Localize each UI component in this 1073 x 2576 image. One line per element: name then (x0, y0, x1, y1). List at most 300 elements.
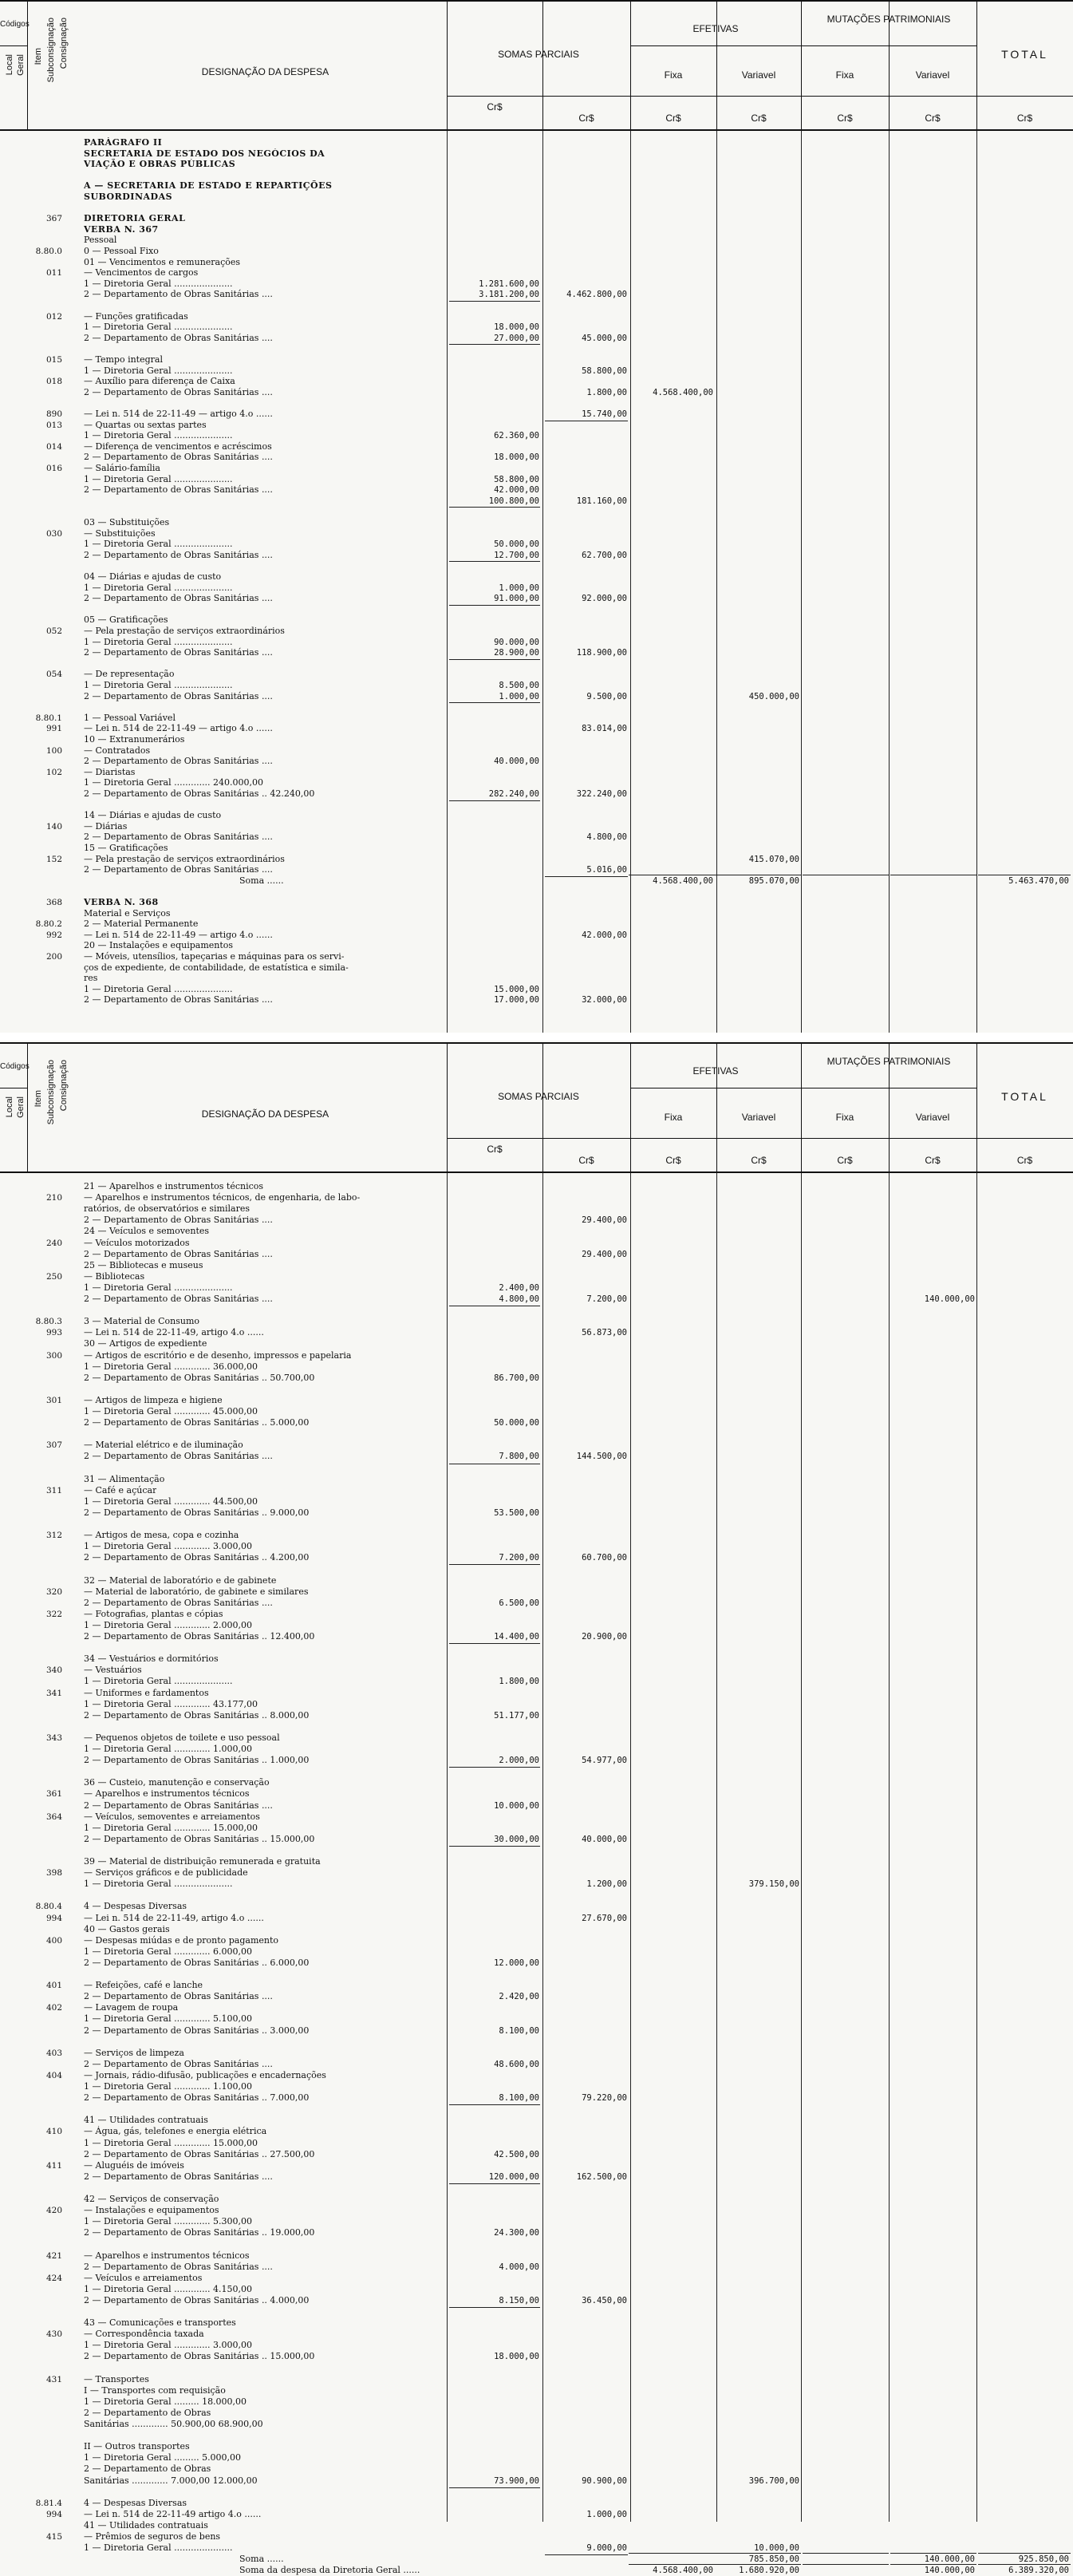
table-row (0, 2441, 1073, 2452)
table-row (0, 2160, 1073, 2171)
row-description: 15 — Gratificações (84, 843, 168, 853)
row-code: 8.80.3 (35, 1317, 62, 1327)
sum-rule (803, 2553, 889, 2554)
table-row (0, 1845, 1073, 1856)
row-description: 2 — Departamento de Obras Sanitárias .... (84, 1597, 273, 1608)
row-description: 04 — Diárias e ajudas de custo (84, 571, 222, 582)
amount-f2: 1.680.920,00 (739, 2566, 799, 2576)
row-code: 992 (45, 930, 62, 940)
row-code: 398 (45, 1868, 62, 1879)
row-code: 102 (45, 767, 62, 777)
crs-unit: Cr$ (1016, 113, 1033, 124)
row-description: Sanitárias ............. 50.900,00 68.900,00 (84, 2419, 263, 2429)
row-description: — Lei n. 514 de 22-11-49 — artigo 4.o ...... (84, 409, 273, 419)
row-description: 2 — Departamento de Obras Sanitárias .. 19.000,00 (84, 2227, 315, 2238)
row-description: — Serviços gráficos e de publicidade (84, 1867, 248, 1879)
row-description: 2 — Departamento de Obras Sanitárias .. 6.000,00 (84, 1957, 310, 1968)
row-description: 1 — Diretoria Geral ..................... (84, 1282, 233, 1293)
amount-p1: 1.000,00 (499, 691, 539, 701)
row-description: Soma ...... (239, 2554, 284, 2565)
table-row (0, 1665, 1073, 1676)
table-row (0, 1755, 1073, 1766)
table-body (0, 1173, 1073, 2576)
row-description: 31 — Alimentação (84, 1473, 165, 1484)
row-description: 2 — Departamento de Obras Sanitárias .... (84, 832, 273, 843)
row-code: 994 (45, 2509, 62, 2519)
table-row (0, 821, 1073, 832)
table-row (0, 1440, 1073, 1451)
row-description: — Aparelhos e instrumentos técnicos (84, 2250, 250, 2261)
row-description: 2 — Departamento de Obras Sanitárias .. 4.200,00 (84, 1552, 310, 1563)
amount-p2: 42.000,00 (582, 930, 627, 940)
amount-p1: 17.000,00 (494, 995, 539, 1006)
row-description: II — Outros transportes (84, 2441, 190, 2452)
crs-unit: Cr$ (925, 1155, 941, 1166)
table-row (0, 1305, 1073, 1316)
amount-f2: 10.000,00 (754, 2543, 799, 2554)
amount-m2: 140.000,00 (924, 2566, 975, 2576)
table-row (0, 2262, 1073, 2273)
row-description: 1 — Diretoria Geral ..................... (84, 2542, 233, 2554)
table-row (0, 723, 1073, 734)
row-description: 1 — Diretoria Geral ..................... (84, 278, 233, 289)
table-row (0, 2419, 1073, 2430)
table-row (0, 1485, 1073, 1496)
row-description: — Fotografias, plantas e cópias (84, 1608, 223, 1619)
table-row (0, 2340, 1073, 2351)
row-code: 013 (45, 420, 62, 430)
amount-tt: 925.850,00 (1018, 2554, 1069, 2565)
row-description: 1 — Diretoria Geral ............. 240.000,00 (84, 777, 264, 788)
row-description: 0 — Pessoal Fixo (84, 246, 159, 256)
table-row (0, 560, 1073, 571)
row-description: — Refeições, café e lanche (84, 1980, 203, 1991)
table-row (0, 463, 1073, 474)
row-description: 24 — Veículos e semoventes (84, 1226, 210, 1237)
amount-p1: 4.800,00 (499, 1294, 539, 1304)
row-code: 401 (45, 1981, 62, 1991)
sum-row (0, 2565, 1073, 2576)
row-description: VERBA N. 368 (84, 897, 159, 907)
table-row (0, 257, 1073, 268)
table-row (0, 854, 1073, 865)
row-description: Soma ...... (239, 875, 284, 886)
amount-p2: 1.200,00 (586, 1879, 627, 1890)
table-row (0, 2396, 1073, 2408)
row-description: 2 — Departamento de Obras Sanitárias .. 1.000,00 (84, 1755, 310, 1766)
row-description: — De representação (84, 669, 175, 680)
table-row (0, 2104, 1073, 2115)
amount-f2: 396.700,00 (748, 2475, 799, 2486)
table-row (0, 908, 1073, 919)
row-description: 2 — Departamento de Obras Sanitárias .... (84, 386, 273, 397)
row-description: 2 — Departamento de Obras Sanitárias .. 8.000,00 (84, 1709, 310, 1721)
amount-p2: 29.400,00 (582, 1215, 627, 1226)
crs-unit: Cr$ (925, 113, 941, 124)
budget-sheet-2 (0, 1042, 1073, 2576)
sum-rule (629, 2564, 715, 2565)
row-description: 2 — Departamento de Obras Sanitárias .... (84, 994, 273, 1006)
table-row (0, 1958, 1073, 1969)
row-code: 341 (45, 1688, 62, 1698)
table-row (0, 1823, 1073, 1834)
amount-p2: 9.500,00 (586, 691, 627, 701)
amount-p2: 29.400,00 (582, 1249, 627, 1259)
row-code: 421 (45, 2250, 62, 2261)
amount-p2: 1.800,00 (586, 387, 627, 397)
row-description: 1 — Diretoria Geral ..................... (84, 322, 233, 333)
amount-p1: 2.000,00 (499, 1756, 539, 1766)
row-description: 05 — Gratificações (84, 614, 168, 626)
table-row (0, 2002, 1073, 2013)
row-code: 340 (45, 1665, 62, 1676)
table-row (0, 235, 1073, 246)
amount-p1: 40.000,00 (494, 757, 539, 767)
table-row (0, 962, 1073, 974)
table-row (0, 1428, 1073, 1440)
table-row (0, 593, 1073, 604)
table-row (0, 1238, 1073, 1249)
table-row (0, 474, 1073, 485)
crs-unit: Cr$ (578, 1155, 594, 1166)
local-label: Local (5, 54, 14, 76)
table-row (0, 2520, 1073, 2531)
row-code: 8.81.4 (35, 2498, 62, 2508)
table-row (0, 1192, 1073, 1203)
table-row (0, 1788, 1073, 1800)
row-description: 1 — Diretoria Geral ..................... (84, 983, 233, 994)
amount-p1: 27.000,00 (494, 333, 539, 343)
row-description: 1 — Diretoria Geral ............. 15.000,00 (84, 1822, 258, 1833)
row-description: — Lavagem de roupa (84, 2002, 179, 2013)
amount-p2: 144.500,00 (576, 1452, 627, 1462)
row-description: — Prêmios de seguros de bens (84, 2531, 221, 2542)
amount-p1: 18.000,00 (494, 452, 539, 463)
row-description: 01 — Vencimentos e remunerações (84, 256, 241, 267)
row-description: 1 — Diretoria Geral ............. 36.000,00 (84, 1361, 258, 1372)
row-code: 420 (45, 2206, 62, 2216)
row-code: 8.80.2 (35, 919, 62, 930)
row-description: 39 — Material de distribuição remunerada e gratuita (84, 1856, 321, 1867)
row-description: A — SECRETARIA DE ESTADO E REPARTIÇÕES (84, 180, 333, 192)
crs-unit: Cr$ (487, 1144, 503, 1155)
row-code: 367 (45, 214, 62, 224)
table-row (0, 2329, 1073, 2340)
amount-p1: 12.000,00 (494, 1958, 539, 1968)
row-description: 1 — Diretoria Geral ............. 5.100,00 (84, 2013, 253, 2025)
row-code: 320 (45, 1586, 62, 1597)
row-description: 14 — Diárias e ajudas de custo (84, 810, 222, 821)
somas-parciais-header: SOMAS PARCIAIS (498, 49, 579, 60)
table-row (0, 1710, 1073, 1721)
table-header (0, 2, 1073, 131)
table-row (0, 1653, 1073, 1665)
row-description: 1 — Diretoria Geral ............. 6.000,00 (84, 1946, 253, 1957)
table-row (0, 940, 1073, 951)
row-description: — Salário-família (84, 463, 160, 473)
row-description: ratórios, de observatórios e similares (84, 1203, 250, 1215)
table-row (0, 1361, 1073, 1373)
table-row (0, 354, 1073, 365)
amount-p1: 42.000,00 (494, 485, 539, 496)
table-row (0, 2542, 1073, 2554)
amount-p1: 15.000,00 (494, 984, 539, 994)
amount-tt: 5.463.470,00 (1008, 875, 1069, 886)
amount-p1: 120.000,00 (488, 2171, 539, 2182)
table-row (0, 1530, 1073, 1541)
amount-p1: 14.400,00 (494, 1632, 539, 1642)
row-description: — Funções gratificadas (84, 310, 188, 322)
table-row (0, 1969, 1073, 1980)
row-description: 32 — Material de laboratório e de gabinete (84, 1574, 277, 1586)
row-description: Sanitárias ............. 7.000,00 12.000,00 (84, 2475, 258, 2486)
sum-rule (803, 2564, 889, 2565)
table-row (0, 528, 1073, 539)
amount-p2: 181.160,00 (576, 496, 627, 506)
row-description: 2 — Departamento de Obras Sanitárias .. 27.500,00 (84, 2148, 315, 2159)
table-row (0, 1766, 1073, 1777)
row-description: 2 — Departamento de Obras Sanitárias .... (84, 1991, 273, 2002)
table-row (0, 2487, 1073, 2498)
crs-unit: Cr$ (751, 113, 767, 124)
table-row (0, 2037, 1073, 2048)
table-row (0, 1496, 1073, 1507)
geral-label: Geral (16, 54, 26, 76)
row-description: 2 — Departamento de Obras Sanitárias .... (84, 2058, 273, 2069)
table-row (0, 203, 1073, 214)
row-code: 343 (45, 1732, 62, 1743)
amount-p2: 20.900,00 (582, 1632, 627, 1642)
crs-unit: Cr$ (837, 1155, 853, 1166)
table-row (0, 246, 1073, 257)
table-row (0, 2115, 1073, 2126)
amount-p1: 1.281.600,00 (479, 279, 539, 289)
table-row (0, 279, 1073, 290)
table-row (0, 397, 1073, 409)
table-row (0, 2430, 1073, 2441)
amount-p2: 7.200,00 (586, 1294, 627, 1304)
table-row (0, 1631, 1073, 1642)
crs-unit: Cr$ (751, 1155, 767, 1166)
row-description: VIAÇÃO E OBRAS PÚBLICAS (84, 159, 236, 170)
table-row (0, 1732, 1073, 1744)
row-description: ços de expediente, de contabilidade, de estatística e simila- (84, 962, 349, 973)
table-row (0, 1642, 1073, 1653)
table-row (0, 1203, 1073, 1215)
row-description: — Pequenos objetos de toilete e uso pessoal (84, 1732, 280, 1743)
amount-p1: 58.800,00 (494, 474, 539, 484)
row-code: 8.80.0 (35, 247, 62, 256)
amount-p2: 36.450,00 (582, 2295, 627, 2305)
table-row (0, 550, 1073, 561)
row-description: 2 — Departamento de Obras Sanitárias .... (84, 756, 273, 767)
amount-p2: 83.014,00 (582, 724, 627, 734)
crs-unit: Cr$ (578, 113, 594, 124)
row-code: 402 (45, 2003, 62, 2013)
amount-p1: 50.000,00 (494, 539, 539, 550)
row-description: 1 — Diretoria Geral ............. 4.150,00 (84, 2283, 253, 2294)
row-code: 140 (45, 821, 62, 832)
amount-p1: 7.200,00 (499, 1553, 539, 1563)
amount-p1: 100.800,00 (488, 496, 539, 506)
table-row (0, 1935, 1073, 1946)
table-row (0, 800, 1073, 811)
table-row (0, 713, 1073, 724)
amount-m2: 140.000,00 (924, 2554, 975, 2565)
amount-p2: 5.016,00 (586, 865, 627, 875)
row-code: 415 (45, 2532, 62, 2542)
mutacoes-header: MUTAÇÕES PATRIMONIAIS (826, 14, 951, 25)
row-description: 1 — Diretoria Geral ............. 2.000,00 (84, 1619, 253, 1630)
amount-p1: 2.420,00 (499, 1992, 539, 2002)
table-row (0, 2408, 1073, 2419)
row-description: 1 — Diretoria Geral ......... 5.000,00 (84, 2452, 242, 2463)
amount-p1: 24.300,00 (494, 2228, 539, 2238)
row-description: 41 — Utilidades contratuais (84, 2115, 208, 2126)
table-row (0, 1620, 1073, 1631)
table-row (0, 2317, 1073, 2329)
row-description: 1 — Diretoria Geral ............. 3.000,00 (84, 1541, 253, 1552)
table-row (0, 1744, 1073, 1755)
amount-f2: 379.150,00 (748, 1879, 799, 1890)
table-row (0, 1563, 1073, 1574)
amount-p2: 15.740,00 (582, 409, 627, 419)
row-description: — Bibliotecas (84, 1270, 145, 1282)
row-description: — Vestuários (84, 1665, 142, 1676)
row-description: 2 — Departamento de Obras Sanitárias .. 50.700,00 (84, 1372, 315, 1383)
row-description: — Aparelhos e instrumentos técnicos (84, 1788, 250, 1800)
table-row (0, 614, 1073, 626)
sum-row (0, 875, 1073, 887)
row-code: 364 (45, 1811, 62, 1822)
row-description: Pessoal (84, 235, 117, 246)
sum-rule (715, 2564, 801, 2565)
table-row (0, 1699, 1073, 1710)
row-description: 2 — Departamento de Obras Sanitárias .... (84, 1215, 273, 1226)
row-description: — Contratados (84, 745, 151, 756)
table-row (0, 1327, 1073, 1338)
row-description: 2 — Departamento de Obras Sanitárias .... (84, 690, 273, 701)
row-code: 404 (45, 2070, 62, 2080)
table-row (0, 919, 1073, 930)
table-row (0, 1688, 1073, 1699)
fixa-header: Fixa (664, 1112, 683, 1123)
row-description: 2 — Departamento de Obras Sanitárias .... (84, 1800, 273, 1811)
table-row (0, 2183, 1073, 2194)
table-row (0, 365, 1073, 377)
table-row (0, 1586, 1073, 1598)
row-description: — Lei n. 514 de 22-11-49 — artigo 4.o ...... (84, 723, 273, 734)
amount-p1: 62.360,00 (494, 431, 539, 441)
row-description: 2 — Departamento de Obras Sanitárias .... (84, 593, 273, 604)
subconsignacao-label: Subconsignação (46, 18, 56, 83)
mutacoes-header: MUTAÇÕES PATRIMONIAIS (826, 1056, 951, 1067)
table-row (0, 506, 1073, 517)
table-row (0, 647, 1073, 658)
table-row (0, 984, 1073, 995)
amount-m2: 140.000,00 (924, 1294, 975, 1304)
table-row (0, 1901, 1073, 1912)
amount-p2: 54.977,00 (582, 1756, 627, 1766)
row-code: 054 (45, 670, 62, 680)
amount-p2: 162.500,00 (576, 2171, 627, 2182)
row-code: 016 (45, 464, 62, 473)
table-row (0, 1406, 1073, 1417)
sum-rule (890, 2553, 976, 2554)
row-description: 2 — Departamento de Obras Sanitárias .... (84, 1451, 273, 1462)
amount-p2: 92.000,00 (582, 594, 627, 604)
amount-p1: 42.500,00 (494, 2149, 539, 2159)
amount-f2: 895.070,00 (748, 875, 799, 886)
row-description: 1 — Diretoria Geral ..................... (84, 680, 233, 690)
row-description: — Artigos de mesa, copa e cozinha (84, 1530, 239, 1541)
table-row (0, 1294, 1073, 1305)
somas-parciais-header: SOMAS PARCIAIS (498, 1091, 579, 1102)
table-row (0, 930, 1073, 941)
row-description: — Diaristas (84, 766, 136, 777)
row-description: 2 — Departamento de Obras Sanitárias .... (84, 549, 273, 560)
table-row (0, 333, 1073, 344)
row-description: — Veículos e arreiamentos (84, 2272, 203, 2283)
table-row (0, 300, 1073, 311)
table-row (0, 680, 1073, 691)
table-row (0, 1721, 1073, 1732)
row-description: — Correspondência taxada (84, 2329, 204, 2340)
table-row (0, 2452, 1073, 2463)
table-row (0, 420, 1073, 431)
row-description: — Lei n. 514 de 22-11-49 — artigo 4.o ...... (84, 929, 273, 940)
table-row (0, 2295, 1073, 2306)
row-description: — Artigos de escritório e de desenho, impressos e papelaria (84, 1349, 352, 1361)
row-description: — Aluguéis de imóveis (84, 2159, 184, 2171)
table-row (0, 2475, 1073, 2487)
row-description: 2 — Departamento de Obras Sanitárias .. 42.240,00 (84, 788, 315, 799)
row-description: 2 — Departamento de Obras Sanitárias .... (84, 289, 273, 300)
row-code: 368 (45, 898, 62, 907)
amount-p1: 1.800,00 (499, 1677, 539, 1687)
table-row (0, 289, 1073, 300)
row-description: res (84, 973, 98, 984)
row-description: 34 — Vestuários e dormitórios (84, 1653, 219, 1665)
amount-p1: 8.100,00 (499, 2093, 539, 2104)
table-row (0, 1541, 1073, 1552)
amount-p2: 60.700,00 (582, 1553, 627, 1563)
row-code: 030 (45, 528, 62, 539)
row-code: 152 (45, 854, 62, 864)
amount-p1: 53.500,00 (494, 1507, 539, 1518)
row-description: 1 — Diretoria Geral ............. 1.100,00 (84, 2081, 253, 2092)
table-header (0, 1044, 1073, 1173)
table-row (0, 496, 1073, 507)
table-row (0, 180, 1073, 192)
efetivas-header: EFETIVAS (692, 1065, 739, 1077)
row-description: PARÁGRAFO II (84, 137, 163, 148)
table-row (0, 2306, 1073, 2317)
row-description: 43 — Comunicações e transportes (84, 2317, 236, 2329)
amount-f1: 4.568.400,00 (653, 2566, 713, 2576)
row-description: 41 — Utilidades contratuais (84, 2519, 208, 2531)
row-code: 403 (45, 2048, 62, 2058)
row-code: 307 (45, 1440, 62, 1451)
row-description: 40 — Gastos gerais (84, 1923, 170, 1934)
row-description: 2 — Departamento de Obras Sanitárias .. 12.400,00 (84, 1631, 315, 1642)
table-row (0, 756, 1073, 767)
amount-p2: 56.873,00 (582, 1328, 627, 1338)
row-description: 2 — Departamento de Obras Sanitárias .... (84, 2171, 273, 2182)
row-description: — Serviços de limpeza (84, 2047, 184, 2058)
amount-f2: 450.000,00 (748, 691, 799, 701)
row-description: — Vencimentos de cargos (84, 267, 199, 279)
